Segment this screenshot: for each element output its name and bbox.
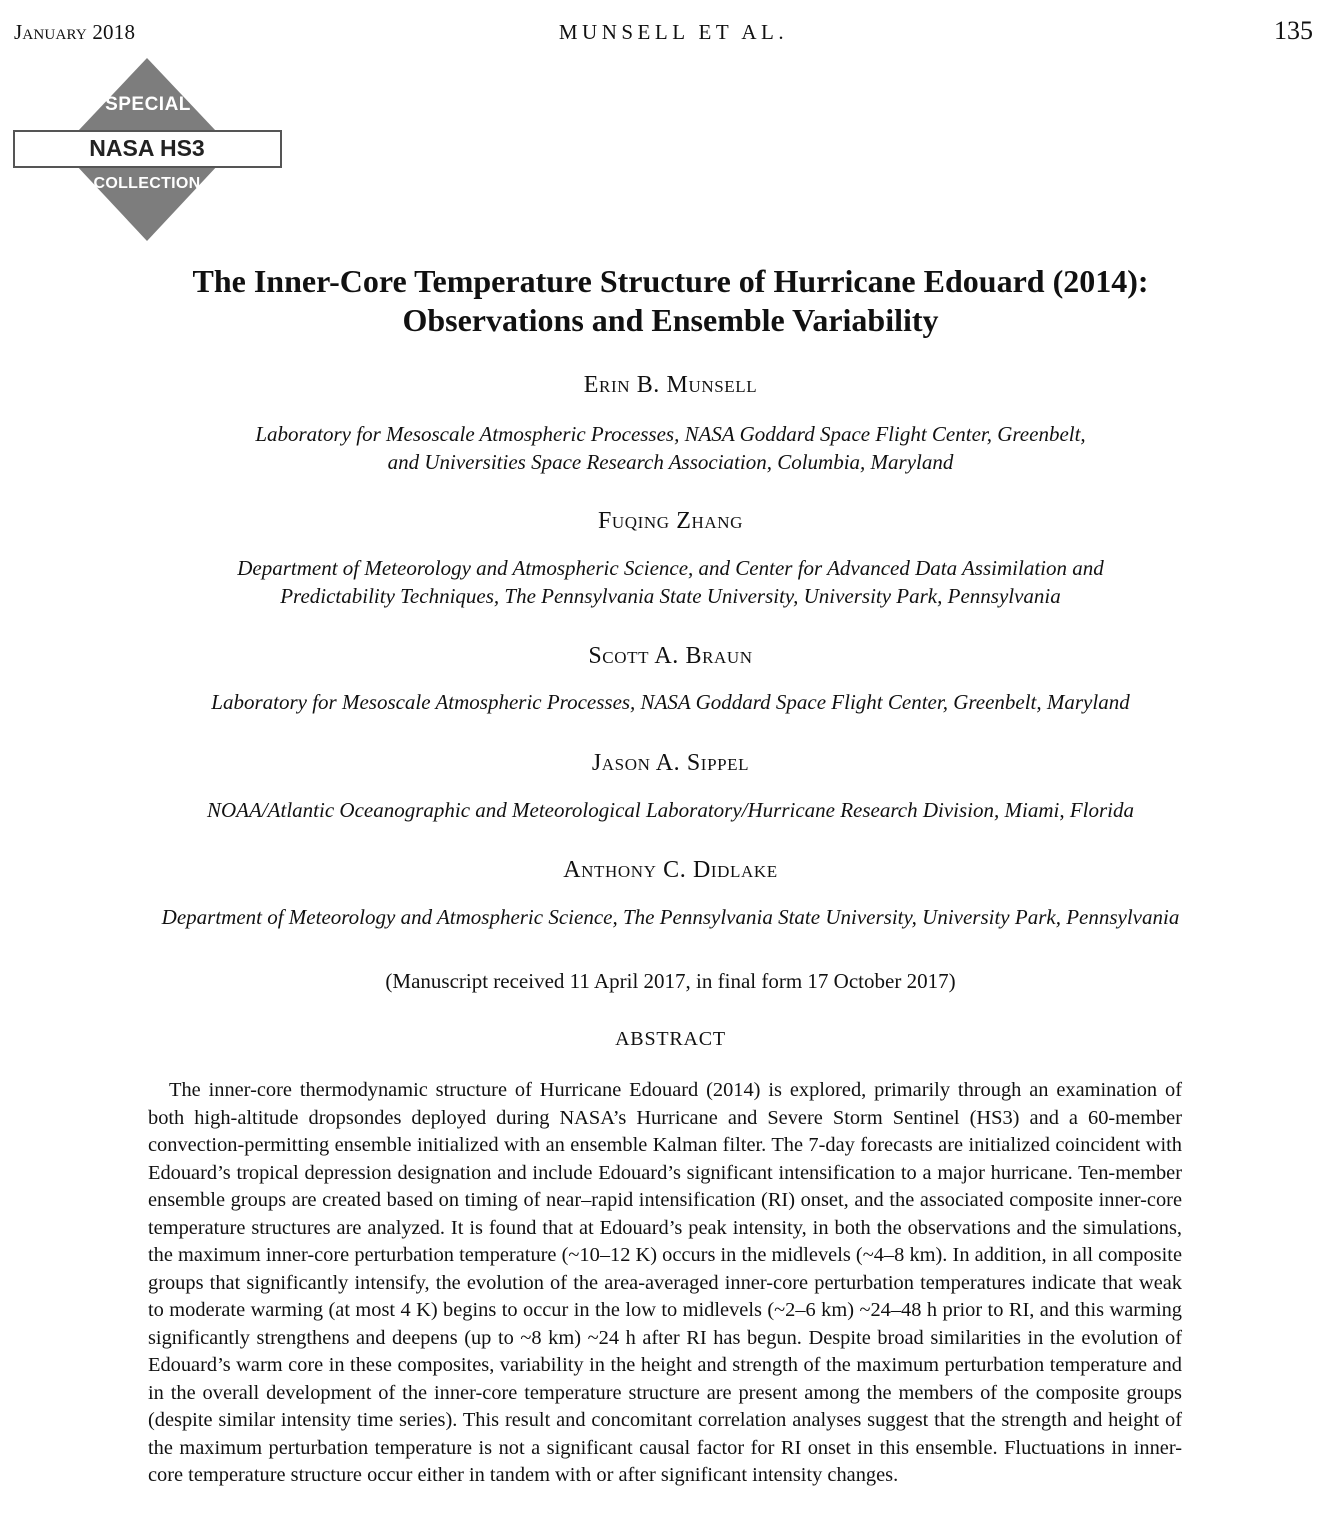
affiliation-line: Laboratory for Mesoscale Atmospheric Processes, NASA Goddard Space Flight Center, Greenbelt, Maryland xyxy=(211,690,1130,714)
header-authors: MUNSELL ET AL. xyxy=(558,20,789,44)
author-name: Scott A. Braun xyxy=(588,643,753,669)
author-name: Jason A. Sippel xyxy=(591,750,750,776)
abstract-text: The inner-core thermodynamic structure of Hurricane Edouard (2014) is explored, primarily through an examination of both high-altitude dropsondes deployed during NASA’s Hurricane and Severe Storm Sentinel (HS3) and a 60-member convection-permitting ensemble initialized with an ensemble Kalman filter. The 7-day forecasts are initialized coincident with Edouard’s tropical depression designation and include Edouard’s significant intensification to a major hurricane. Ten-member ensemble groups are created based on timing of near–rapid intensification (RI) onset, and the associated composite inner-core temperature structures are analyzed. It is found that at Edouard’s peak intensity, in both the observations and the simulations, the maximum inner-core perturbation temperature (~10–12 K) occurs in the midlevels (~4–8 km). In addition, in all composite groups that significantly intensify, the evolution of the area-averaged inner-core perturbation temperatures indicate that weak to moderate warming (at most 4 K) begins to occur in the low to midlevels (~2–6 km) ~24–48 h prior to RI, and this warming significantly strengthens and deepens (up to ~8 km) ~24 h after RI has begun. Despite broad similarities in the evolution of Edouard’s warm core in these composites, variability in the height and strength of the maximum perturbation temperature and in the overall development of the inner-core temperature structure are present among the members of the composite groups (despite similar intensity time series). This result and concomitant correlation analyses suggest that the strength and height of the maximum perturbation temperature is not a significant causal factor for RI onset in this ensemble. Fluctuations in inner-core temperature structure occur either in tandem with or after significant intensity changes. xyxy=(148,1079,1182,1486)
affiliation-line: and Universities Space Research Association, Columbia, Maryland xyxy=(387,450,954,474)
paper-title xyxy=(40,262,1301,340)
affiliation-line: Laboratory for Mesoscale Atmospheric Processes, NASA Goddard Space Flight Center, Greenbelt, xyxy=(255,422,1086,446)
author-affiliation xyxy=(20,796,1321,824)
badge-collection-label: COLLECTION xyxy=(93,175,201,192)
author-affiliation xyxy=(20,903,1321,931)
title-line-2: Observations and Ensemble Variability xyxy=(402,302,939,338)
title-line-1: The Inner-Core Temperature Structure of Hurricane Edouard (2014): xyxy=(192,263,1149,299)
manuscript-dates: (Manuscript received 11 April 2017, in final form 17 October 2017) xyxy=(385,969,956,993)
header-date: January 2018 xyxy=(14,20,136,44)
badge-special-label: SPECIAL xyxy=(105,94,191,115)
affiliation-line: Department of Meteorology and Atmospheric Science, and Center for Advanced Data Assimilation and xyxy=(237,556,1104,580)
affiliation-line: NOAA/Atlantic Oceanographic and Meteorological Laboratory/Hurricane Research Division, Miami, Florida xyxy=(207,798,1134,822)
affiliation-line: Predictability Techniques, The Pennsylvania State University, University Park, Pennsylvania xyxy=(280,584,1061,608)
author-affiliation xyxy=(20,420,1321,476)
abstract-heading: ABSTRACT xyxy=(615,1028,726,1050)
author-affiliation xyxy=(20,688,1321,716)
author-name: Erin B. Munsell xyxy=(583,372,758,398)
badge-collection-name: NASA HS3 xyxy=(89,135,205,161)
special-collection-badge xyxy=(13,57,283,242)
author-name: Anthony C. Didlake xyxy=(563,857,778,883)
header-page-number: 135 xyxy=(1274,16,1313,45)
affiliation-line: Department of Meteorology and Atmospheric Science, The Pennsylvania State University, University Park, Pennsylvania xyxy=(161,905,1180,929)
author-name: Fuqing Zhang xyxy=(597,508,744,534)
running-header xyxy=(14,14,1313,54)
author-affiliation xyxy=(20,554,1321,610)
